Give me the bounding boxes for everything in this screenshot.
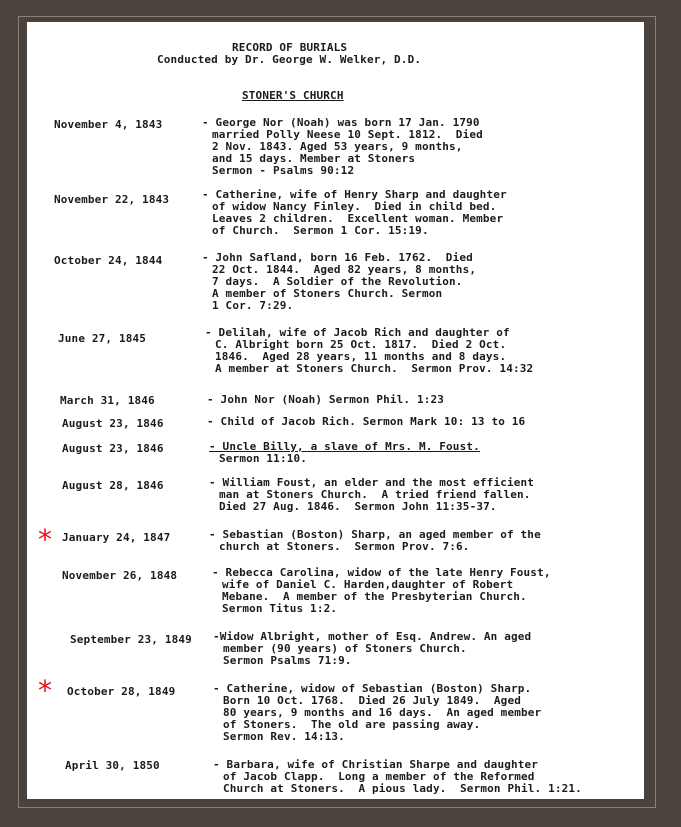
- entry-line: - Sebastian (Boston) Sharp, an aged member of the: [209, 528, 541, 541]
- entry-line: - Delilah, wife of Jacob Rich and daughter of: [205, 326, 510, 339]
- entry-line: -Widow Albright, mother of Esq. Andrew. An aged: [213, 630, 532, 643]
- entry-line: - Catherine, widow of Sebastian (Boston) Sharp.: [213, 682, 532, 695]
- entry-line: - Uncle Billy, a slave of Mrs. M. Foust.: [209, 440, 480, 453]
- entry-line: Mebane. A member of the Presbyterian Church.: [222, 590, 527, 603]
- document-page: [27, 22, 644, 799]
- entry-date: August 28, 1846: [62, 479, 164, 492]
- entry-line: 1846. Aged 28 years, 11 months and 8 days.: [215, 350, 507, 363]
- document-title: RECORD OF BURIALS: [232, 41, 348, 54]
- entry-line: A member of Stoners Church. Sermon: [212, 287, 443, 300]
- entry-line: Sermon 11:10.: [219, 452, 308, 465]
- entry-date: August 23, 1846: [62, 442, 164, 455]
- entry-line: of widow Nancy Finley. Died in child bed.: [212, 200, 497, 213]
- entry-date: November 26, 1848: [62, 569, 178, 582]
- entry-date: June 27, 1845: [58, 332, 147, 345]
- entry-line: of Jacob Clapp. Long a member of the Reformed: [223, 770, 535, 783]
- entry-line: - John Safland, born 16 Feb. 1762. Died: [202, 251, 473, 264]
- document-subtitle: Conducted by Dr. George W. Welker, D.D.: [157, 53, 422, 66]
- entry-date: October 24, 1844: [54, 254, 163, 267]
- entry-line: - Rebecca Carolina, widow of the late Henry Foust,: [212, 566, 551, 579]
- entry-line: - Barbara, wife of Christian Sharpe and daughter: [213, 758, 539, 771]
- entry-date: October 28, 1849: [67, 685, 176, 698]
- entry-date: March 31, 1846: [60, 394, 155, 407]
- entry-line: - George Nor (Noah) was born 17 Jan. 1790: [202, 116, 480, 129]
- red-asterisk-marker: *: [38, 523, 52, 556]
- entry-date: November 22, 1843: [54, 193, 170, 206]
- entry-line: member (90 years) of Stoners Church.: [223, 642, 467, 655]
- entry-line: 2 Nov. 1843. Aged 53 years, 9 months,: [212, 140, 463, 153]
- entry-line: - Child of Jacob Rich. Sermon Mark 10: 13 to 16: [207, 415, 526, 428]
- entry-line: - Catherine, wife of Henry Sharp and daughter: [202, 188, 507, 201]
- entry-line: - William Foust, an elder and the most efficient: [209, 476, 535, 489]
- entry-date: November 4, 1843: [54, 118, 163, 131]
- entry-line: wife of Daniel C. Harden,daughter of Robert: [222, 578, 514, 591]
- entry-line: - John Nor (Noah) Sermon Phil. 1:23: [207, 393, 445, 406]
- entry-line: Church at Stoners. A pious lady. Sermon Phil. 1:21.: [223, 782, 582, 795]
- entry-line: of Church. Sermon 1 Cor. 15:19.: [212, 224, 429, 237]
- red-asterisk-marker: *: [38, 674, 52, 707]
- entry-line: Sermon Titus 1:2.: [222, 602, 338, 615]
- entry-line: Born 10 Oct. 1768. Died 26 July 1849. Aged: [223, 694, 521, 707]
- entry-date: September 23, 1849: [70, 633, 192, 646]
- entry-line: A member at Stoners Church. Sermon Prov. 14:32: [215, 362, 534, 375]
- entry-line: 22 Oct. 1844. Aged 82 years, 8 months,: [212, 263, 477, 276]
- entry-line: Sermon - Psalms 90:12: [212, 164, 355, 177]
- entry-date: January 24, 1847: [62, 531, 171, 544]
- entry-line: man at Stoners Church. A tried friend fallen.: [219, 488, 531, 501]
- entry-line: C. Albright born 25 Oct. 1817. Died 2 Oct.: [215, 338, 507, 351]
- entry-line: Died 27 Aug. 1846. Sermon John 11:35-37.: [219, 500, 497, 513]
- entry-line: and 15 days. Member at Stoners: [212, 152, 416, 165]
- entry-date: August 23, 1846: [62, 417, 164, 430]
- entry-line: 1 Cor. 7:29.: [212, 299, 294, 312]
- entry-line: 80 years, 9 months and 16 days. An aged member: [223, 706, 542, 719]
- entry-line: Sermon Psalms 71:9.: [223, 654, 352, 667]
- entry-line: 7 days. A Soldier of the Revolution.: [212, 275, 463, 288]
- entry-line: Sermon Rev. 14:13.: [223, 730, 345, 743]
- entry-line: church at Stoners. Sermon Prov. 7:6.: [219, 540, 470, 553]
- entry-line: of Stoners. The old are passing away.: [223, 718, 481, 731]
- entry-date: April 30, 1850: [65, 759, 160, 772]
- entry-line: Leaves 2 children. Excellent woman. Member: [212, 212, 504, 225]
- church-heading: STONER'S CHURCH: [242, 89, 344, 102]
- entry-line: married Polly Neese 10 Sept. 1812. Died: [212, 128, 483, 141]
